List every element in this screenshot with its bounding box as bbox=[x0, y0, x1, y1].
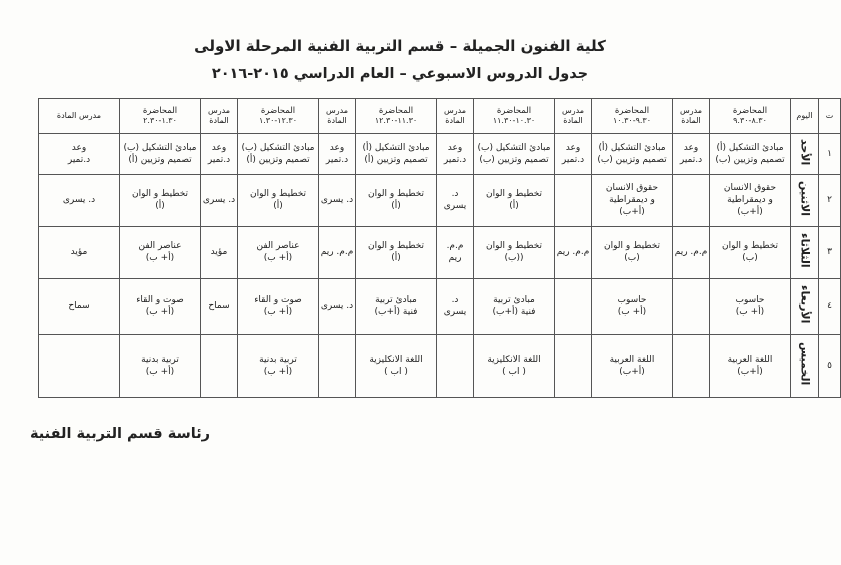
lecture-cell bbox=[238, 226, 319, 278]
lecture-text: اللغة الانكليزية bbox=[487, 355, 541, 366]
teacher-cell bbox=[673, 226, 710, 278]
teacher-cell bbox=[555, 335, 592, 398]
header-time: ١٢.٣٠-١.٣٠ bbox=[258, 116, 298, 125]
lecture-text: تخطيط و الوان bbox=[249, 189, 307, 200]
teacher-cell bbox=[39, 335, 120, 398]
lecture-cell bbox=[120, 278, 201, 335]
teacher-cell bbox=[555, 278, 592, 335]
teacher-cell bbox=[201, 335, 238, 398]
teacher-name: سماح bbox=[208, 301, 230, 312]
lecture-cell bbox=[474, 278, 555, 335]
schedule-row bbox=[39, 335, 841, 398]
page-subtitle: جدول الدروس الاسبوعي – العام الدراسي ٢٠١٥-٢٠١٦ bbox=[211, 66, 589, 82]
teacher-cell bbox=[39, 278, 120, 335]
lecture-cell bbox=[356, 335, 437, 398]
footer-signature: رئاسة قسم التربية الفنية bbox=[29, 426, 210, 442]
lecture-text: و ديمقراطية bbox=[727, 195, 773, 206]
lecture-text: (أ+ ب) bbox=[735, 307, 765, 318]
header-lecture-cell bbox=[356, 99, 437, 134]
teacher-name: وعد bbox=[447, 142, 463, 153]
teacher-name: وعد bbox=[211, 142, 227, 153]
teacher-cell bbox=[555, 174, 592, 226]
teacher-name: مؤيد bbox=[210, 247, 228, 258]
lecture-text: ( اب ) bbox=[502, 367, 526, 378]
teacher-cell bbox=[319, 278, 356, 335]
header-teacher: مدرس المادة bbox=[555, 99, 592, 134]
lecture-cell bbox=[238, 335, 319, 398]
lecture-cell bbox=[592, 174, 673, 226]
lecture-text: تخطيط و الوان bbox=[131, 189, 189, 200]
day-cell bbox=[791, 335, 819, 398]
page-title: كلية الفنون الجميلة – قسم التربية الفنية المرحلة الاولى bbox=[194, 37, 606, 55]
teacher-name: وعد bbox=[683, 142, 699, 153]
lecture-text: عناصر الفن bbox=[256, 241, 300, 252]
header-day: اليوم bbox=[791, 99, 819, 134]
header-lecture-label: المحاضرة bbox=[260, 106, 296, 116]
lecture-cell bbox=[474, 226, 555, 278]
day-cell bbox=[791, 174, 819, 226]
lecture-text: (أ+ ب) bbox=[263, 253, 293, 264]
header-num: ت bbox=[819, 99, 841, 134]
teacher-cell bbox=[319, 226, 356, 278]
teacher-name: د.تمير bbox=[67, 154, 91, 165]
teacher-name: د.تمير bbox=[207, 154, 231, 165]
teacher-name: يسرى bbox=[443, 201, 467, 212]
schedule-row bbox=[39, 226, 841, 278]
lecture-text: تصميم وتزيين (أ) bbox=[246, 154, 310, 165]
teacher-name: م.م. bbox=[446, 241, 464, 252]
teacher-name: وعد bbox=[565, 142, 581, 153]
lecture-text: مبادئ التشكيل (ب) bbox=[241, 142, 315, 153]
lecture-text: مبادئ التشكيل (أ) bbox=[598, 142, 666, 153]
lecture-text: (ب) bbox=[742, 253, 758, 264]
lecture-text: (أ) bbox=[391, 201, 401, 212]
lecture-text: تخطيط و الوان bbox=[721, 241, 779, 252]
lecture-text: فنية (أ+ب) bbox=[374, 307, 418, 318]
lecture-text: تصميم وتزيين (أ) bbox=[364, 154, 428, 165]
lecture-text: حاسوب bbox=[617, 295, 647, 306]
lecture-text: مبادئ تربية bbox=[375, 295, 417, 306]
header-lecture-cell bbox=[120, 99, 201, 134]
lecture-text: (أ+ب) bbox=[737, 367, 763, 378]
lecture-text: (أ+ ب) bbox=[145, 253, 175, 264]
lecture-text: تربية بدنية bbox=[259, 355, 297, 366]
teacher-cell bbox=[673, 174, 710, 226]
lecture-text: اللغة العربية bbox=[609, 355, 655, 366]
day-cell bbox=[791, 226, 819, 278]
lecture-text: تصميم وتزيين (ب) bbox=[597, 154, 667, 165]
lecture-text: (أ) bbox=[509, 201, 519, 212]
lecture-text: (أ) bbox=[155, 201, 165, 212]
teacher-cell bbox=[39, 174, 120, 226]
lecture-text: (أ) bbox=[273, 201, 283, 212]
lecture-cell bbox=[356, 174, 437, 226]
teacher-cell bbox=[673, 335, 710, 398]
day-cell bbox=[791, 134, 819, 175]
header-teacher: مدرس المادة bbox=[437, 99, 474, 134]
lecture-text: تصميم وتزيين (ب) bbox=[715, 154, 785, 165]
lecture-text: حقوق الانسان bbox=[605, 183, 659, 194]
teacher-name: د. يسرى bbox=[320, 195, 354, 206]
day-name: الاثنين bbox=[798, 180, 812, 216]
row-number: ١ bbox=[819, 134, 841, 175]
header-time: ٨.٣٠-٩.٣٠ bbox=[733, 116, 767, 125]
lecture-cell bbox=[592, 278, 673, 335]
lecture-cell bbox=[710, 278, 791, 335]
teacher-name: يسرى bbox=[443, 307, 467, 318]
lecture-text: (أ+ ب) bbox=[263, 367, 293, 378]
lecture-text: (أ) bbox=[391, 253, 401, 264]
teacher-cell bbox=[555, 134, 592, 175]
teacher-name: د.تمير bbox=[325, 154, 349, 165]
lecture-text: (أ+ ب) bbox=[617, 307, 647, 318]
lecture-text: حاسوب bbox=[735, 295, 765, 306]
lecture-text: صوت و القاء bbox=[254, 295, 302, 306]
teacher-cell bbox=[437, 226, 474, 278]
lecture-cell bbox=[474, 174, 555, 226]
lecture-cell bbox=[356, 226, 437, 278]
lecture-cell bbox=[592, 335, 673, 398]
header-lecture-label: المحاضرة bbox=[614, 106, 650, 116]
teacher-cell bbox=[319, 335, 356, 398]
header-time: ١٠.٣٠-١١.٣٠ bbox=[492, 116, 536, 125]
teacher-name: ريم bbox=[448, 253, 462, 264]
teacher-cell bbox=[39, 134, 120, 175]
lecture-cell bbox=[710, 335, 791, 398]
teacher-name: د. يسرى bbox=[62, 195, 96, 206]
header-lecture-label: المحاضرة bbox=[496, 106, 532, 116]
lecture-cell bbox=[120, 335, 201, 398]
lecture-text: (أ+ ب) bbox=[145, 367, 175, 378]
teacher-cell bbox=[673, 278, 710, 335]
teacher-name: م.م. ريم bbox=[320, 247, 354, 258]
teacher-name: وعد bbox=[329, 142, 345, 153]
teacher-cell bbox=[39, 226, 120, 278]
header-lecture-cell bbox=[238, 99, 319, 134]
teacher-cell bbox=[437, 134, 474, 175]
header-teacher: مدرس المادة bbox=[673, 99, 710, 134]
header-lecture-cell bbox=[474, 99, 555, 134]
teacher-cell bbox=[319, 174, 356, 226]
teacher-name: د.تمير bbox=[443, 154, 467, 165]
lecture-text: اللغة العربية bbox=[727, 355, 773, 366]
lecture-text: تصميم وتزيين (ب) bbox=[479, 154, 549, 165]
lecture-cell bbox=[710, 174, 791, 226]
lecture-text: (أ+ب) bbox=[737, 207, 763, 218]
header-teacher: مدرس المادة bbox=[201, 99, 238, 134]
lecture-text: صوت و القاء bbox=[136, 295, 184, 306]
lecture-cell bbox=[356, 278, 437, 335]
teacher-name: مؤيد bbox=[70, 247, 88, 258]
lecture-cell bbox=[710, 134, 791, 175]
row-number: ٥ bbox=[819, 335, 841, 398]
teacher-cell bbox=[201, 134, 238, 175]
lecture-cell bbox=[710, 226, 791, 278]
teacher-cell bbox=[673, 134, 710, 175]
schedule-row bbox=[39, 134, 841, 175]
teacher-cell bbox=[201, 174, 238, 226]
lecture-text: مبادئ التشكيل (ب) bbox=[123, 142, 197, 153]
teacher-cell bbox=[201, 226, 238, 278]
header-time: ٩.٣٠-١٠.٣٠ bbox=[612, 116, 652, 125]
lecture-cell bbox=[120, 226, 201, 278]
header-lecture-label: المحاضرة bbox=[732, 106, 768, 116]
lecture-text: (أ+ ب) bbox=[263, 307, 293, 318]
teacher-cell bbox=[319, 134, 356, 175]
row-number: ٣ bbox=[819, 226, 841, 278]
lecture-cell bbox=[238, 278, 319, 335]
lecture-text: تخطيط و الوان bbox=[603, 241, 661, 252]
header-lecture-label: المحاضرة bbox=[378, 106, 414, 116]
lecture-cell bbox=[474, 335, 555, 398]
teacher-cell bbox=[201, 278, 238, 335]
header-time: ١.٣٠-٢.٣٠ bbox=[143, 116, 177, 125]
header-lecture-cell bbox=[710, 99, 791, 134]
lecture-text: (ب) bbox=[624, 253, 640, 264]
lecture-text: مبادئ التشكيل (أ) bbox=[716, 142, 784, 153]
teacher-name: سماح bbox=[68, 301, 90, 312]
teacher-name: م.م. ريم bbox=[556, 247, 590, 258]
row-number: ٤ bbox=[819, 278, 841, 335]
lecture-text: تخطيط و الوان bbox=[485, 189, 543, 200]
lecture-cell bbox=[120, 174, 201, 226]
schedule-row bbox=[39, 174, 841, 226]
row-number: ٢ bbox=[819, 174, 841, 226]
table-header-row bbox=[39, 99, 841, 134]
lecture-text: تخطيط و الوان bbox=[367, 241, 425, 252]
schedule-row bbox=[39, 278, 841, 335]
teacher-cell bbox=[555, 226, 592, 278]
teacher-name: وعد bbox=[71, 142, 87, 153]
lecture-text: فنية (أ+ب) bbox=[492, 307, 536, 318]
lecture-cell bbox=[474, 134, 555, 175]
header-time: ١١.٣٠-١٢.٣٠ bbox=[374, 116, 418, 125]
lecture-text: تصميم وتزيين (أ) bbox=[128, 154, 192, 165]
lecture-text: عناصر الفن bbox=[138, 241, 182, 252]
lecture-text: و ديمقراطية bbox=[609, 195, 655, 206]
header-teacher: مدرس المادة bbox=[39, 99, 120, 134]
day-name: الأربعاء bbox=[798, 285, 812, 324]
teacher-name: د. يسرى bbox=[202, 195, 236, 206]
lecture-text: مبادئ التشكيل (أ) bbox=[362, 142, 430, 153]
lecture-cell bbox=[120, 134, 201, 175]
teacher-cell bbox=[437, 335, 474, 398]
header-teacher: مدرس المادة bbox=[319, 99, 356, 134]
teacher-name: د.تمير bbox=[679, 154, 703, 165]
teacher-cell bbox=[437, 174, 474, 226]
day-name: الخميس bbox=[798, 342, 812, 386]
lecture-text: مبادئ تربية bbox=[493, 295, 535, 306]
teacher-name: م.م. ريم bbox=[674, 247, 708, 258]
lecture-text: تربية بدنية bbox=[141, 355, 179, 366]
lecture-cell bbox=[356, 134, 437, 175]
teacher-name: د.تمير bbox=[561, 154, 585, 165]
lecture-text: ( اب ) bbox=[384, 367, 408, 378]
day-cell bbox=[791, 278, 819, 335]
day-name: الثلاثاء bbox=[798, 232, 812, 268]
teacher-cell bbox=[437, 278, 474, 335]
lecture-cell bbox=[238, 174, 319, 226]
teacher-name: د. bbox=[451, 189, 459, 200]
lecture-text: ((ب) bbox=[504, 253, 524, 264]
day-name: الأحد bbox=[798, 138, 812, 165]
lecture-cell bbox=[238, 134, 319, 175]
lecture-text: (أ+ ب) bbox=[145, 307, 175, 318]
lecture-text: تخطيط و الوان bbox=[485, 241, 543, 252]
teacher-name: د. يسرى bbox=[320, 301, 354, 312]
lecture-text: (أ+ب) bbox=[619, 207, 645, 218]
lecture-text: (أ+ب) bbox=[619, 367, 645, 378]
lecture-text: مبادئ التشكيل (ب) bbox=[477, 142, 551, 153]
weekly-schedule-table bbox=[38, 98, 841, 398]
lecture-text: تخطيط و الوان bbox=[367, 189, 425, 200]
lecture-cell bbox=[592, 226, 673, 278]
lecture-cell bbox=[592, 134, 673, 175]
lecture-text: حقوق الانسان bbox=[723, 183, 777, 194]
header-lecture-cell bbox=[592, 99, 673, 134]
teacher-name: د. bbox=[451, 295, 459, 306]
header-lecture-label: المحاضرة bbox=[142, 106, 178, 116]
lecture-text: اللغة الانكليزية bbox=[369, 355, 423, 366]
